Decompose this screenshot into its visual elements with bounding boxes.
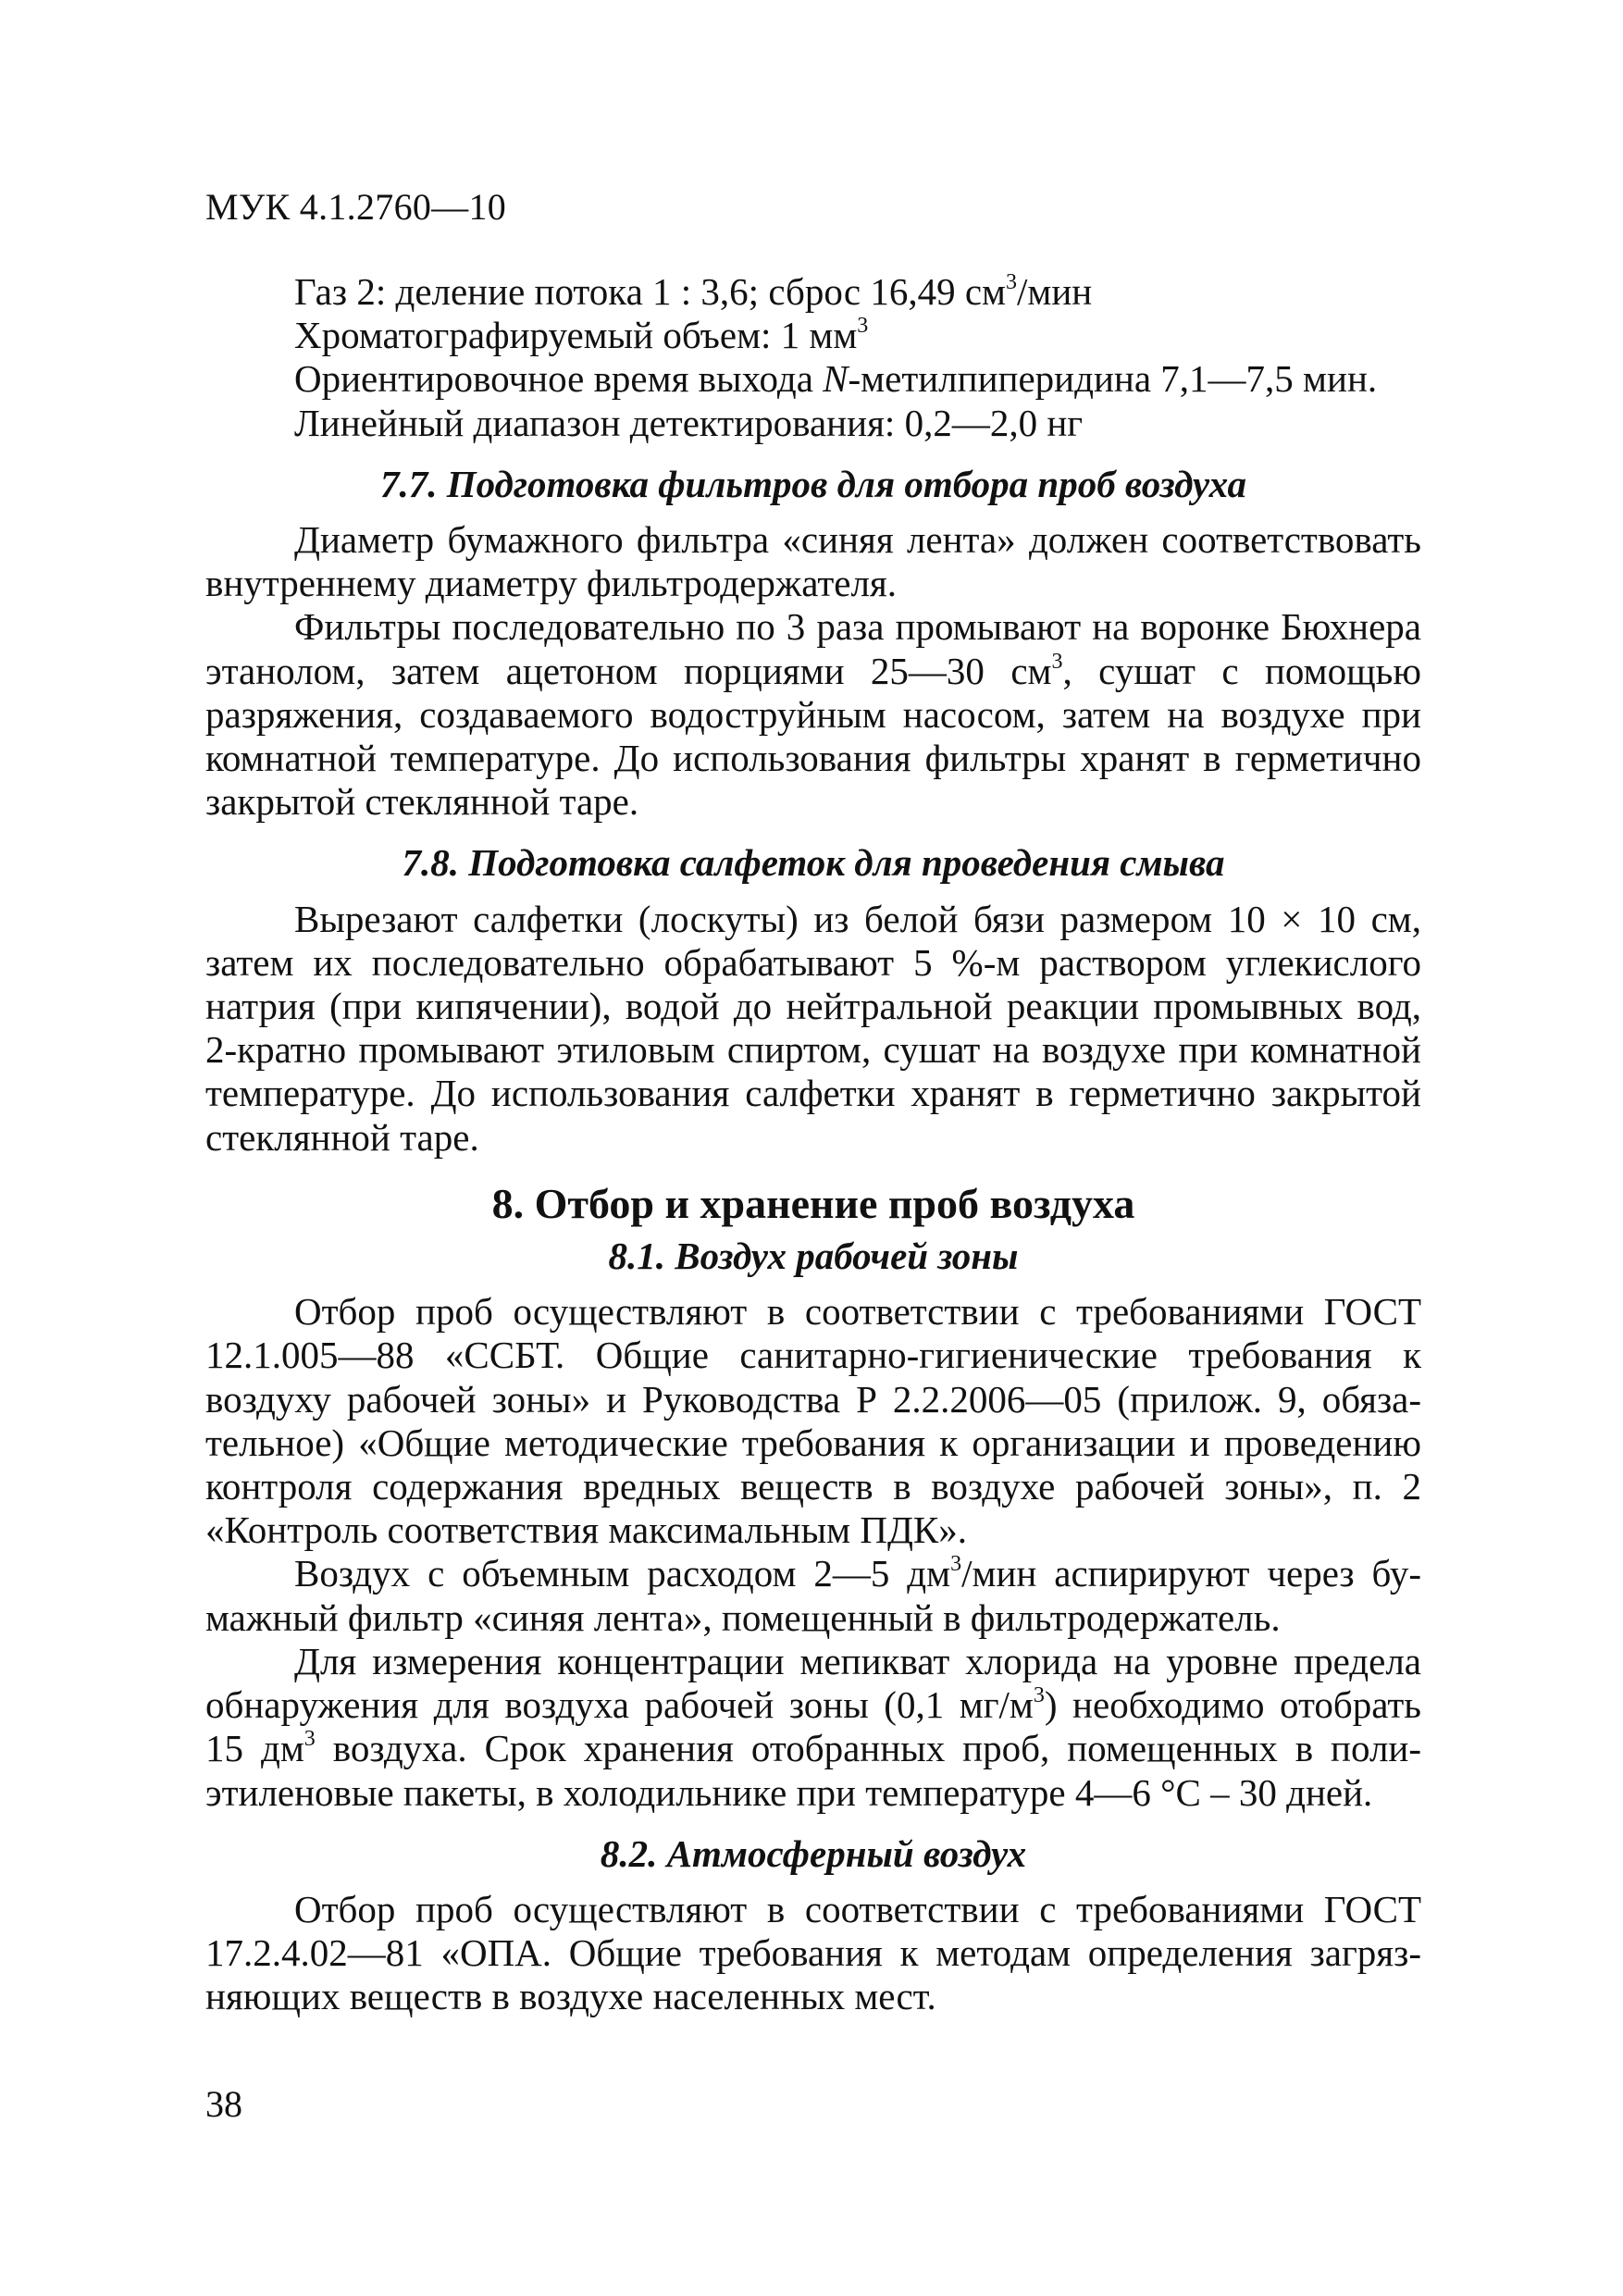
subsection-title-8-2: 8.2. Атмосферный воздух <box>600 1831 1027 1875</box>
paragraph: Для измерения концентрации мепикват хлорида на уровне предела обнаружения для воздуха рабочей зоны (0,1 $мг/м^3$) необходимо отобрать 15 $дм^3$ воздуха. Срок хранения отобранных проб, помещенных в полиэтиленовые пакеты, в холодильнике при температуре 4—6 °С – 30 дней. <box>205 1639 1421 1814</box>
param-gas2: Газ 2: деление потока 1 : 3,6; сброс 16,49 $см^3$/мин <box>294 270 1093 313</box>
page-number: 38 <box>205 2083 242 2125</box>
subsection-title-7-7: 7.7. Подготовка фильтров для отбора проб воздуха <box>379 462 1247 505</box>
paragraph: Фильтры последовательно по 3 раза промывают на воронке Бюхнера этанолом, затем ацетоном порциями 25—30 $см^3$, сушат с помощью разряжения, создаваемого водоструйным насосом, затем на воздухе при комнатной температуре. До использования фильтры хранят в герметично закрытой стеклянной таре. <box>205 605 1421 824</box>
param-volume: Хроматографируемый объем: 1 $мм^3$ <box>294 314 869 357</box>
param-linear-range: Линейный диапазон детектирования: 0,2—2,0 нг <box>294 401 1084 444</box>
page-body <box>205 270 1421 2019</box>
section-title-8: 8. Отбор и хранение проб воздуха <box>491 1179 1135 1227</box>
running-header: МУК 4.1.2760—10 <box>205 186 507 228</box>
subsection-title-7-8: 7.8. Подготовка салфеток для проведения смыва <box>402 841 1225 885</box>
paragraph: Отбор проб осуществляют в соответствии с требованиями ГОСТ 17.2.4.02—81 «ОПА. Общие требования к методам определения загрязняющих веществ в воздухе населенных мест. <box>205 1887 1421 2018</box>
paragraph: Вырезают салфетки (лоскуты) из белой бязи размером 10 × 10 см, затем их последовательно обрабатывают 5 %-м раствором углекислого натрия (при кипячении), водой до нейтральной реакции промывных вод, 2-кратно промывают этиловым спиртом, сушат на воздухе при комнатной температуре. До использования салфетки хранят в герметично закрытой стеклянной таре. <box>205 897 1421 1159</box>
paragraph: Диаметр бумажного фильтра «синяя лента» должен соответствовать внутреннему диаметру фильтродержателя. <box>205 518 1421 605</box>
param-retention: Ориентировочное время выхода N-метилпиперидина 7,1—7,5 мин. <box>294 357 1378 401</box>
subsection-title-8-1: 8.1. Воздух рабочей зоны <box>608 1235 1019 1278</box>
paragraph: Воздух с объемным расходом 2—5 $дм^3$/мин аспирируют через бумажный фильтр «синяя лента», помещенный в фильтродержатель. <box>205 1552 1421 1639</box>
paragraph: Отбор проб осуществляют в соответствии с требованиями ГОСТ 12.1.005—88 «ССБТ. Общие санитарно-гигиенические требования к воздуху рабочей зоны» и Руководства Р 2.2.2006—05 (прилож. 9, обязательное) «Общие методические требования к организации и проведению контроля содержания вредных веществ в воздухе рабочей зоны», п. 2 «Контроль соответствия максимальным ПДК». <box>205 1290 1421 1552</box>
